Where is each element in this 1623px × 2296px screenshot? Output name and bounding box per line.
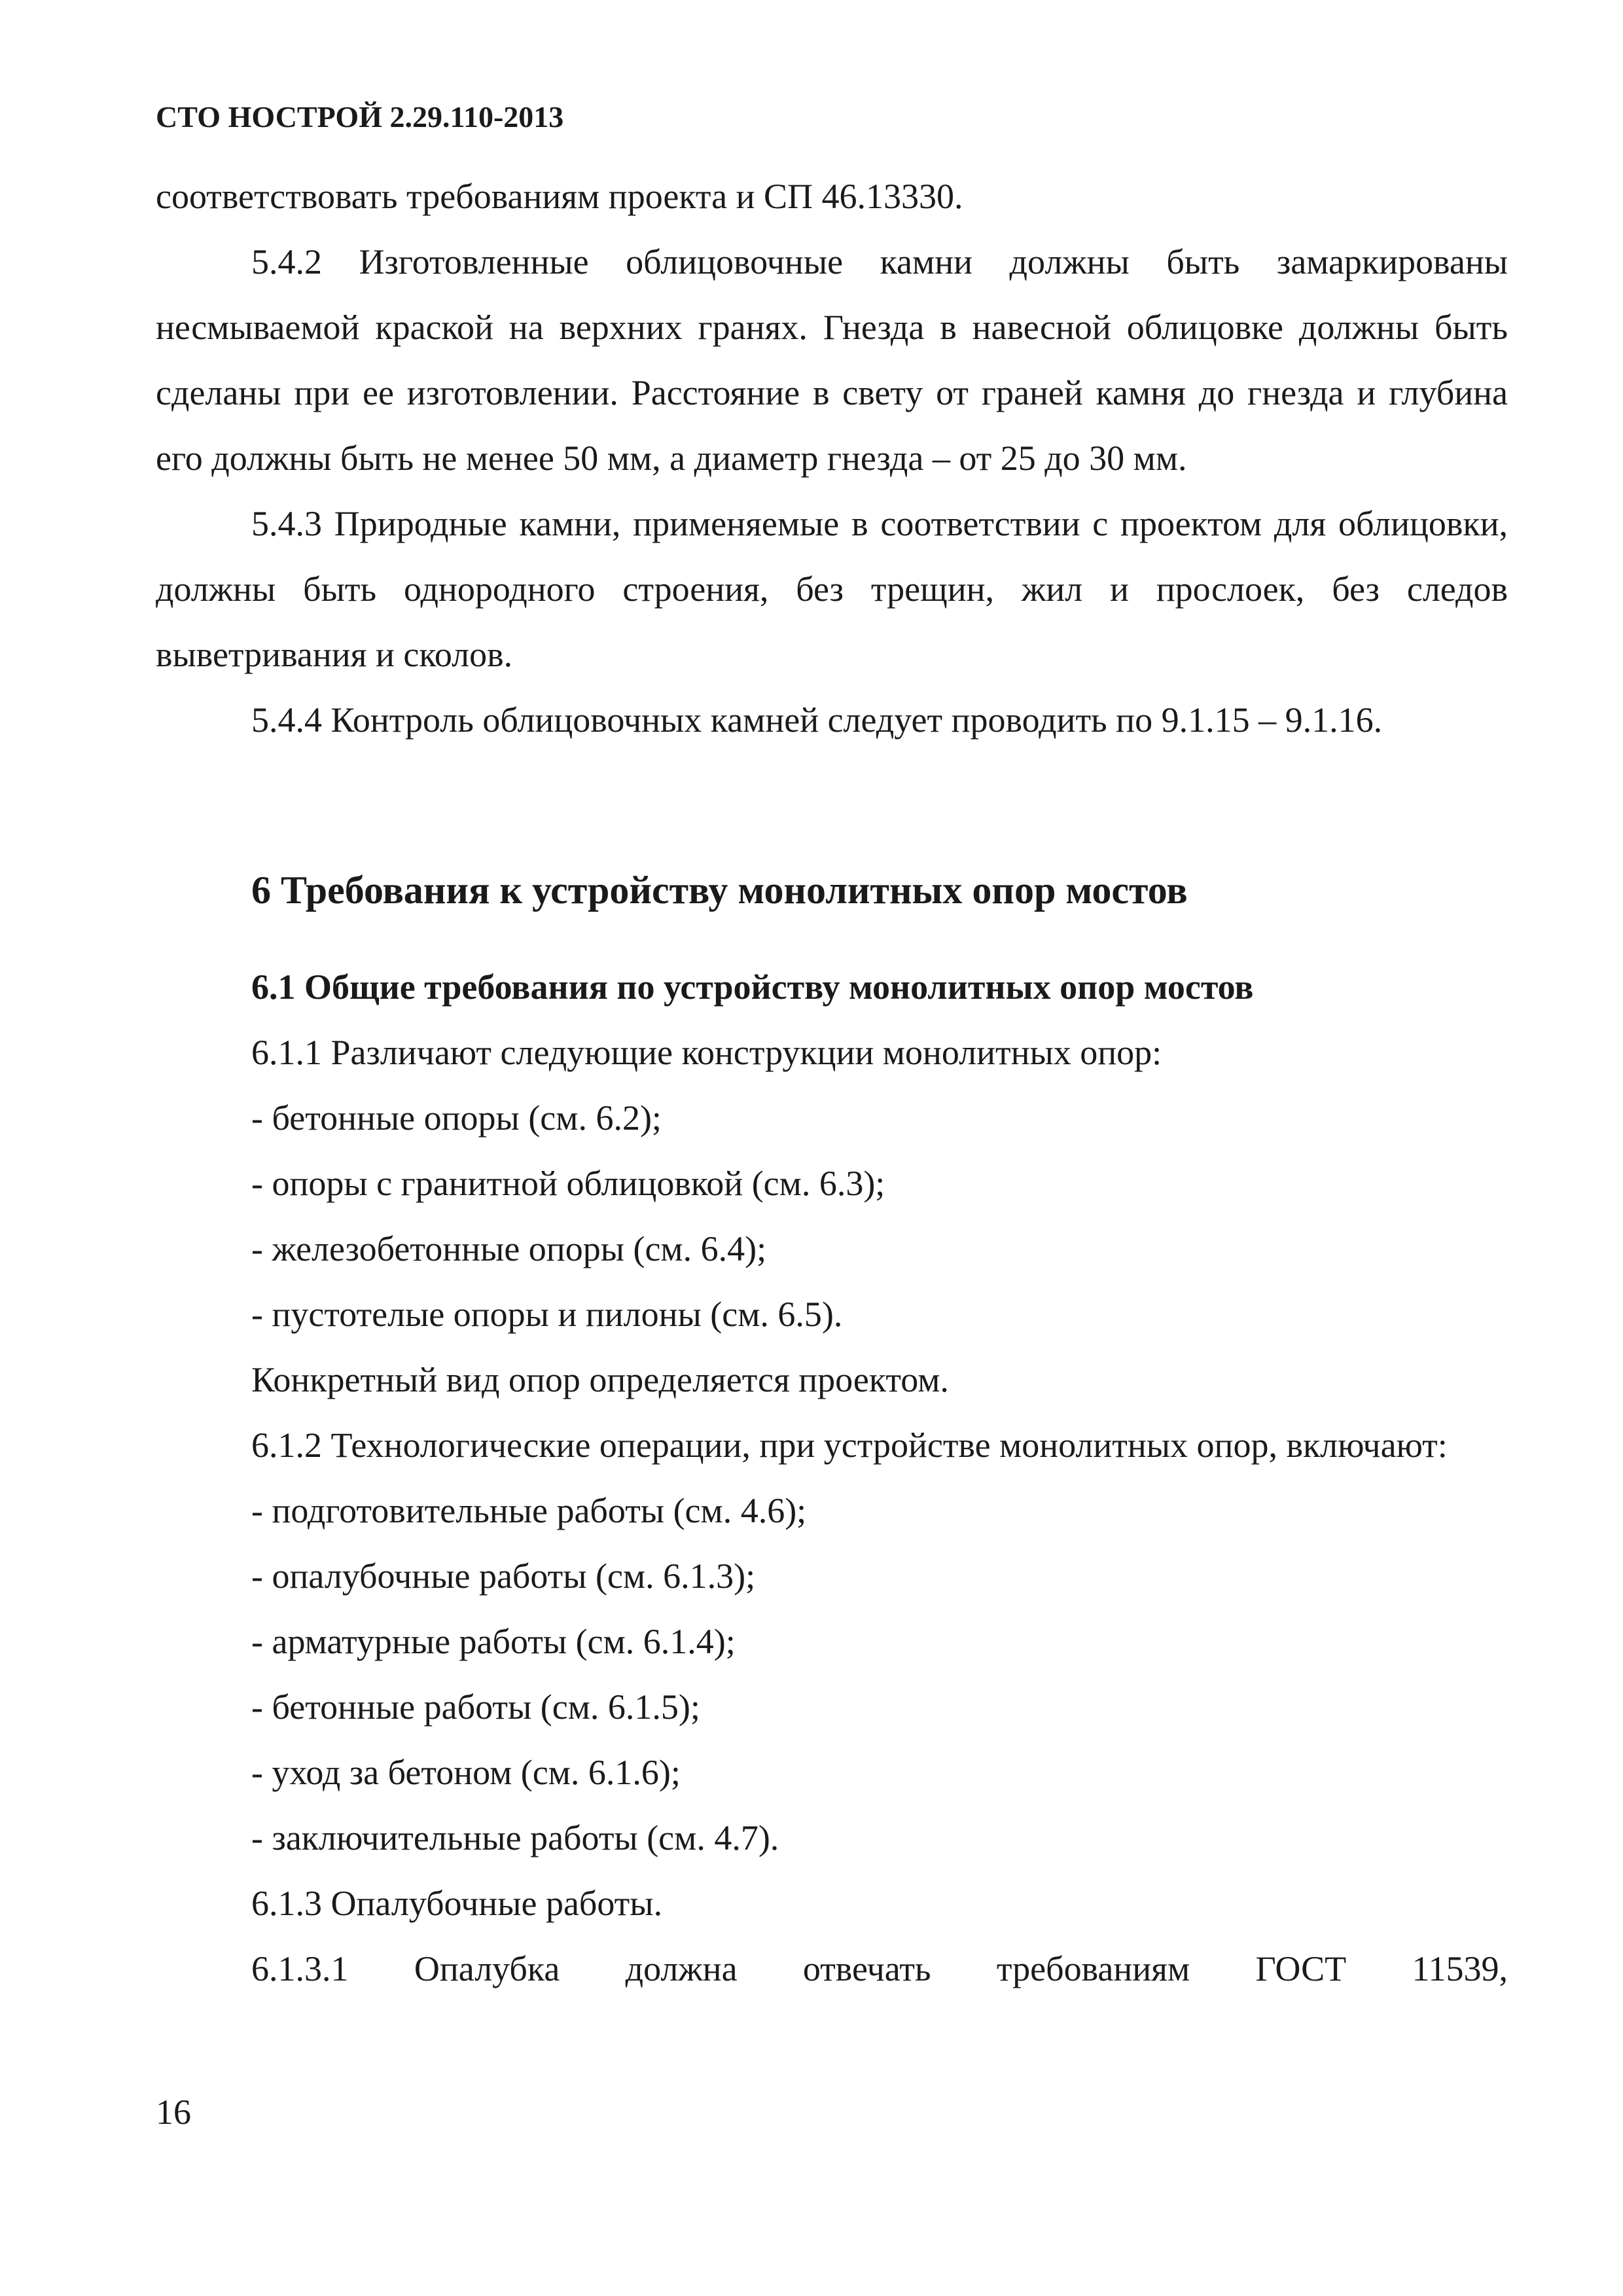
section-6-title: 6 Требования к устройству монолитных опор мостов xyxy=(251,869,1188,912)
word: Опалубка xyxy=(414,1949,560,1988)
word: отвечать xyxy=(802,1949,931,1988)
standard-code-header: СТО НОСТРОЙ 2.29.110-2013 xyxy=(156,100,564,134)
word: ГОСТ xyxy=(1255,1949,1347,1988)
word: 11539, xyxy=(1412,1949,1508,1988)
paragraph-concrete-type: Конкретный вид опор определяется проектом. xyxy=(251,1360,949,1399)
paragraph-6-1-1: 6.1.1 Различают следующие конструкции монолитных опор: xyxy=(251,1033,1162,1072)
word: требованиям xyxy=(996,1949,1190,1988)
page-number: 16 xyxy=(156,2092,191,2132)
paragraph-continuation: соответствовать требованиям проекта и СП 46.13330. xyxy=(156,177,963,216)
list-item: - пустотелые опоры и пилоны (см. 6.5). xyxy=(251,1295,843,1334)
word: должна xyxy=(625,1949,738,1988)
paragraph-5-4-4: 5.4.4 Контроль облицовочных камней следует проводить по 9.1.15 – 9.1.16. xyxy=(251,700,1383,740)
list-item: - опоры с гранитной облицовкой (см. 6.3); xyxy=(251,1164,885,1203)
list-item: - бетонные работы (см. 6.1.5); xyxy=(251,1687,700,1727)
paragraph-5-4-3: 5.4.3 Природные камни, применяемые в соответствии с проектом для облицовки, должны быть однородного строения, без трещин, жил и прослоек, без следов выветривания и сколов. xyxy=(156,504,1508,674)
list-item: - арматурные работы (см. 6.1.4); xyxy=(251,1622,736,1661)
paragraph-5-4-2: 5.4.2 Изготовленные облицовочные камни должны быть замаркированы несмываемой краской на верхних гранях. Гнезда в навесной облицовке должны быть сделаны при ее изготовлении. Расстояние в свету от граней камня до гнезда и глубина его должны быть не менее 50 мм, а диаметр гнезда – от 25 до 30 мм. xyxy=(156,242,1508,478)
list-item: - железобетонные опоры (см. 6.4); xyxy=(251,1229,767,1268)
paragraph-6-1-3: 6.1.3 Опалубочные работы. xyxy=(251,1884,663,1923)
page-content xyxy=(156,164,1508,2001)
subsection-6-1-title: 6.1 Общие требования по устройству монолитных опор мостов xyxy=(251,967,1254,1007)
paragraph-6-1-3-1 xyxy=(156,1936,1508,2001)
list-item: - заключительные работы (см. 4.7). xyxy=(251,1818,779,1857)
paragraph-6-1-2: 6.1.2 Технологические операции, при устройстве монолитных опор, включают: xyxy=(251,1426,1448,1465)
list-item: - подготовительные работы (см. 4.6); xyxy=(251,1491,807,1530)
list-item: - уход за бетоном (см. 6.1.6); xyxy=(251,1753,681,1792)
list-item: - опалубочные работы (см. 6.1.3); xyxy=(251,1556,756,1596)
word: 6.1.3.1 xyxy=(251,1949,349,1988)
list-item: - бетонные опоры (см. 6.2); xyxy=(251,1098,662,1138)
